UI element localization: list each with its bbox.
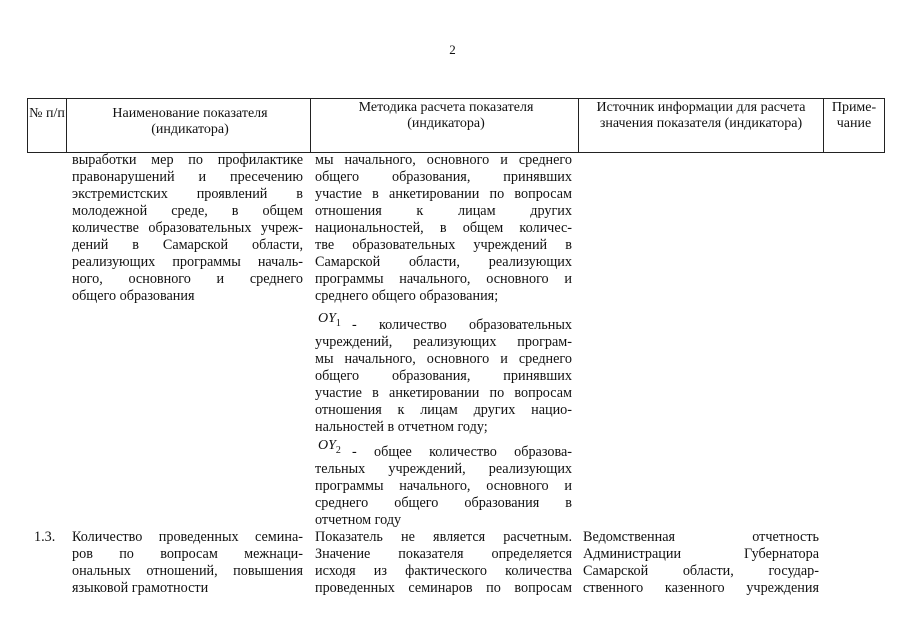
header-divider-3 [578,98,579,153]
table-right-border [884,98,885,153]
header-method: Методика расчета показателя (индикатора) [358,100,534,131]
table-top-border [27,98,885,99]
formula-oy2: $OY_2$ [318,438,341,456]
header-divider-4 [823,98,824,153]
prev-row-method-b: учреждений, реализующих програм- мы начального, основного и среднего общего образования, принявших участие в анкетировании по вопросам отношения к лицам других нацио- нальностей в отчетном году; [315,334,572,435]
row-1-3-source: Ведомственная отчетность Администрации Губернатора Самарской области, государ- ственного казенного учреждения [583,529,819,596]
prev-row-method: мы начального, основного и среднего общего образования, принявших участие в анкетировании по вопросам отношения к лицам других национальностей, в общем количес- тве образовательных учреждений в Самарской области, реализующих программы начального, основного и среднего общего образования; [315,152,572,304]
row-1-3-method: Показатель не является расчетным. Значение показателя определяется исходя из фактического количества проведенных семинаров по вопросам [315,529,572,596]
formula-oy1-text: - количество образовательных [352,317,572,333]
header-divider-1 [66,98,67,153]
page-number: 2 [449,42,456,57]
header-divider-2 [310,98,311,153]
header-name: Наименование показателя (индикатора) [112,106,268,137]
header-note: Приме- чание [831,100,877,131]
formula-oy2-text: - общее количество образова- [352,444,572,460]
header-source: Источник информации для расчета значения показателя (индикатора) [596,100,806,131]
prev-row-name: выработки мер по профилактике правонарушений и пресечению экстремистских проявлений в молодежной среде, в общем количестве образовательных учреж- дений в Самарской области, реализующих программы началь- ного, основного и среднего общего образования [72,152,303,304]
row-1-3-name: Количество проведенных семина- ров по вопросам межнаци- ональных отношений, повышения языковой грамотности [72,529,303,596]
row-1-3-num: 1.3. [34,529,56,545]
prev-row-method-c: тельных учреждений, реализующих программы начального, основного и среднего общего образования в отчетном году [315,461,572,528]
header-num: № п/п [29,106,65,121]
formula-oy1: $OY_1$ [318,311,341,329]
